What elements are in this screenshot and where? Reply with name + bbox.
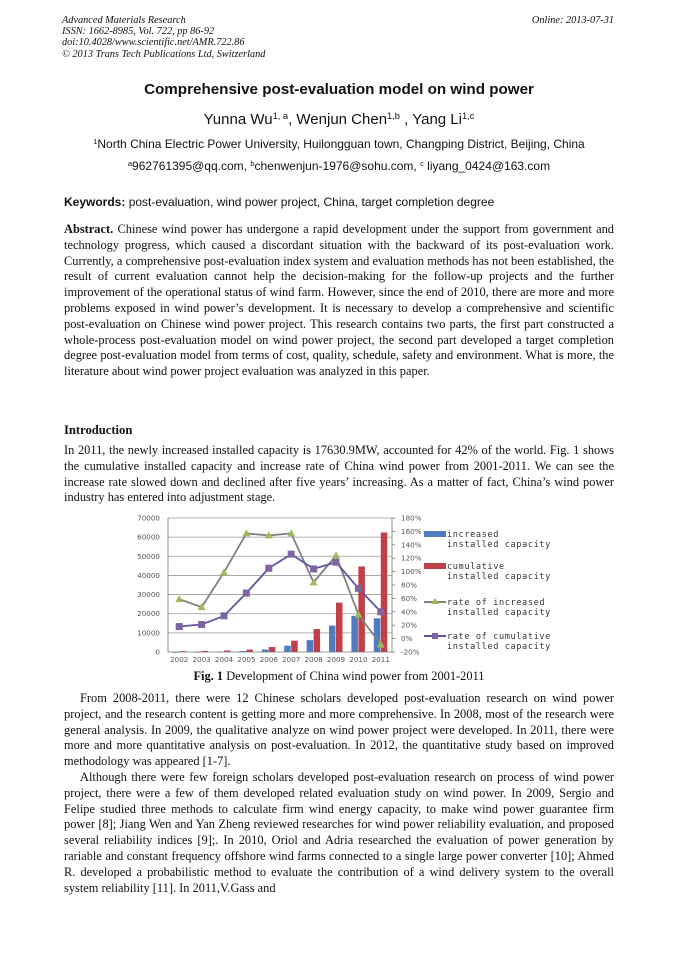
keywords [64,195,494,209]
abstract [64,222,614,380]
body-paragraph: Although there were few foreign scholars developed post-evaluation research on process of wind power project, there were a few of them developed related evaluation study on wind power. In 2009, Sergio and Felipe studied three methods to calculate firm wind energy capacity, to make wind power guarantee firm power [8]; Jiang Wen and Yan Zheng reviewed researches for wind power reliability evaluation, and proposed several reliability indices [9];. In 2010, Oriol and Adria researched the evaluation of power generation by rariable and constant frequency offshore wind farms connected to a single large power converter [10]; Ahmed R. developed a probabilistic method to evaluate the contribution of a wind delivery system to the overall system reliability [11]. In 2011,V.Gass and [64,770,614,895]
intro-paragraph: In 2011, the newly increased installed capacity is 17630.9MW, accounted for 42% of the world. Fig. 1 shows the cumulative installed capacity and increase rate of China wind power from 2001-2011. We can see the increase rate slowed down and declined after five years’ increasing. As a matter of fact, China’s wind power industry has entered into adjustment stage. [64,443,614,505]
svg-text:increased: increased [447,530,499,540]
svg-text:2004: 2004 [214,655,234,664]
journal-header [62,15,265,60]
svg-text:80%: 80% [401,580,417,590]
author-sup: 1,c [461,110,475,121]
issn: ISSN: 1662-8985, Vol. 722, pp 86-92 [62,26,215,38]
svg-text:installed capacity: installed capacity [447,642,551,652]
keywords-label: Keywords: [64,195,126,209]
svg-text:installed capacity: installed capacity [447,572,551,582]
figure-caption-text: Development of China wind power from 2001-2011 [226,669,485,683]
copyright: © 2013 Trans Tech Publications Ltd, Switzerland [62,48,266,60]
author-sup: 1,b [387,110,400,121]
svg-text:50000: 50000 [137,551,160,561]
affiliation-text: North China Electric Power University, Huilongguan town, Changping District, Beijing, China [97,137,585,151]
svg-text:rate of increased: rate of increased [447,598,546,608]
svg-text:140%: 140% [401,540,422,550]
svg-text:2006: 2006 [259,655,278,664]
svg-text:2009: 2009 [326,655,346,664]
abstract-text: Chinese wind power has undergone a rapid development under the support from government and technology progress, which caused a discordant situation with the backward of its post-evaluation work. Currently, a comprehensive post-evaluation index system and evaluation methods has not been established, the result of current evaluation cannot help the decision-making for the follow-up projects and the further improvement of the operational status of wind farm. However, since the end of 2010, there are more and more problems exposed in wind power’s development. It is necessary to develop a comprehensive and scientific post-evaluation on Chinese wind power project. This research contains two parts, the first part constructed a whole-process post-evaluation model on wind power project, the second part developed a target completion degree post-evaluation model from terms of cost, quality, schedule, safety and environment. What is more, the literature about wind power project evaluation was analyzed in this paper. [64,222,614,379]
svg-text:20%: 20% [401,620,417,630]
svg-text:120%: 120% [401,553,422,563]
figure-1-chart [100,510,570,668]
journal-name: Advanced Materials Research [62,15,186,26]
email-sup: a [127,158,133,168]
svg-text:rate of cumulative: rate of cumulative [447,632,551,642]
svg-text:0: 0 [155,647,160,657]
svg-text:cumulative: cumulative [447,562,505,572]
abstract-label: Abstract. [64,222,114,236]
svg-text:40%: 40% [401,607,417,617]
email-link[interactable]: liyang_0424@163.com [427,159,551,173]
author-name: Yunna Wu [203,111,273,128]
svg-text:2003: 2003 [192,655,211,664]
email-list: $^a$962761395@qq.com, $^b$chenwenjun-1976@sohu.com, $^c$ liyang_0424@163.com [127,158,551,173]
author-name: Yang Li [412,111,462,128]
svg-text:-20%: -20% [401,647,420,657]
svg-text:2010: 2010 [349,655,368,664]
svg-text:160%: 160% [401,526,422,536]
svg-text:70000: 70000 [137,513,160,523]
doi-link[interactable]: doi:10.4028/www.scientific.net/AMR.722.86 [62,37,245,49]
author-list: Yunna Wu$^{1, a}$, Wenjun Chen$^{1,b}$ , Yang Li$^{1,c}$ [203,110,475,128]
svg-text:60000: 60000 [137,532,160,542]
svg-text:installed capacity: installed capacity [447,608,551,618]
svg-text:installed capacity: installed capacity [447,540,551,550]
email-sup: c [420,158,424,168]
author-name: Wenjun Chen [296,111,388,128]
chart-bars [172,533,387,653]
online-date: Online: 2013-07-31 [531,15,614,26]
svg-text:0%: 0% [401,634,413,644]
figure-label: Fig. 1 [193,669,224,683]
svg-text:2011: 2011 [371,655,390,664]
svg-text:10000: 10000 [137,628,160,638]
email-link[interactable]: 962761395@qq.com [132,159,244,173]
svg-text:60%: 60% [401,593,417,603]
svg-text:100%: 100% [401,567,422,577]
section-heading-introduction: Introduction [64,423,133,437]
svg-text:20000: 20000 [137,609,160,619]
email-sup: b [250,158,255,168]
svg-text:30000: 30000 [137,590,160,600]
svg-text:2002: 2002 [170,655,189,664]
email-link[interactable]: chenwenjun-1976@sohu.com [254,159,414,173]
paper-title: Comprehensive post-evaluation model on wind power [144,81,534,98]
body-paragraph: From 2008-2011, there were 12 Chinese scholars developed post-evaluation research on wind power project, and the research content is getting more and more comprehensive. In 2008, most of the research were general analysis. In 2009, the qualitative analyze on wind power project were developed. In 2011, there were more and more quantitative analysis on post-evaluation. In 2012, the quantitative study based on improved methodology was appeared [1-7]. [64,691,614,769]
affiliation-sup: 1 [93,136,98,146]
svg-text:180%: 180% [401,513,422,523]
affiliation [0,137,678,151]
keywords-text: post-evaluation, wind power project, China, target completion degree [128,195,495,209]
author-sup: 1, a [272,110,289,121]
svg-text:40000: 40000 [137,570,160,580]
svg-text:2008: 2008 [304,655,323,664]
svg-text:2007: 2007 [282,655,301,664]
svg-text:2005: 2005 [237,655,256,664]
chart-legend [424,530,551,652]
figure-caption [0,669,678,684]
